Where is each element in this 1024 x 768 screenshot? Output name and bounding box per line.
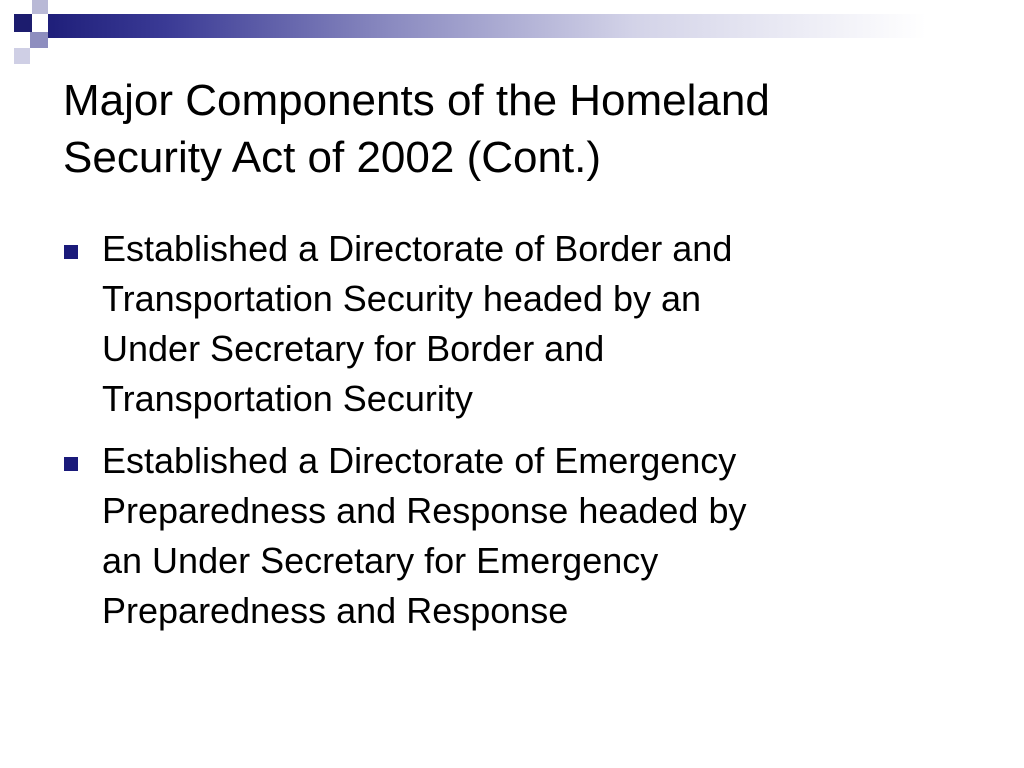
title-line: Security Act of 2002 (Cont.) xyxy=(63,133,602,182)
decor-square xyxy=(32,14,48,32)
bullet-line: an Under Secretary for Emergency xyxy=(102,540,659,581)
header-gradient-bar xyxy=(48,14,1024,38)
bullet-line: Established a Directorate of Border and xyxy=(102,228,733,269)
bullet-line: Under Secretary for Border and xyxy=(102,328,605,369)
decor-square xyxy=(14,14,32,32)
bullet-item-border-transportation xyxy=(62,224,962,424)
square-bullet-icon xyxy=(64,457,78,471)
decor-square xyxy=(14,48,30,64)
bullet-line: Preparedness and Response headed by xyxy=(102,490,747,531)
decor-square xyxy=(32,0,48,14)
bullet-line: Transportation Security headed by an xyxy=(102,278,702,319)
bullet-line: Established a Directorate of Emergency xyxy=(102,440,737,481)
decor-square xyxy=(48,0,64,14)
bullet-line: Transportation Security xyxy=(102,378,473,419)
bullet-line: Preparedness and Response xyxy=(102,590,569,631)
slide-title xyxy=(63,72,963,186)
title-line: Major Components of the Homeland xyxy=(63,76,770,125)
bullet-item-emergency-preparedness xyxy=(62,436,962,636)
bullet-list xyxy=(62,224,962,648)
square-bullet-icon xyxy=(64,245,78,259)
decor-square xyxy=(30,32,48,48)
